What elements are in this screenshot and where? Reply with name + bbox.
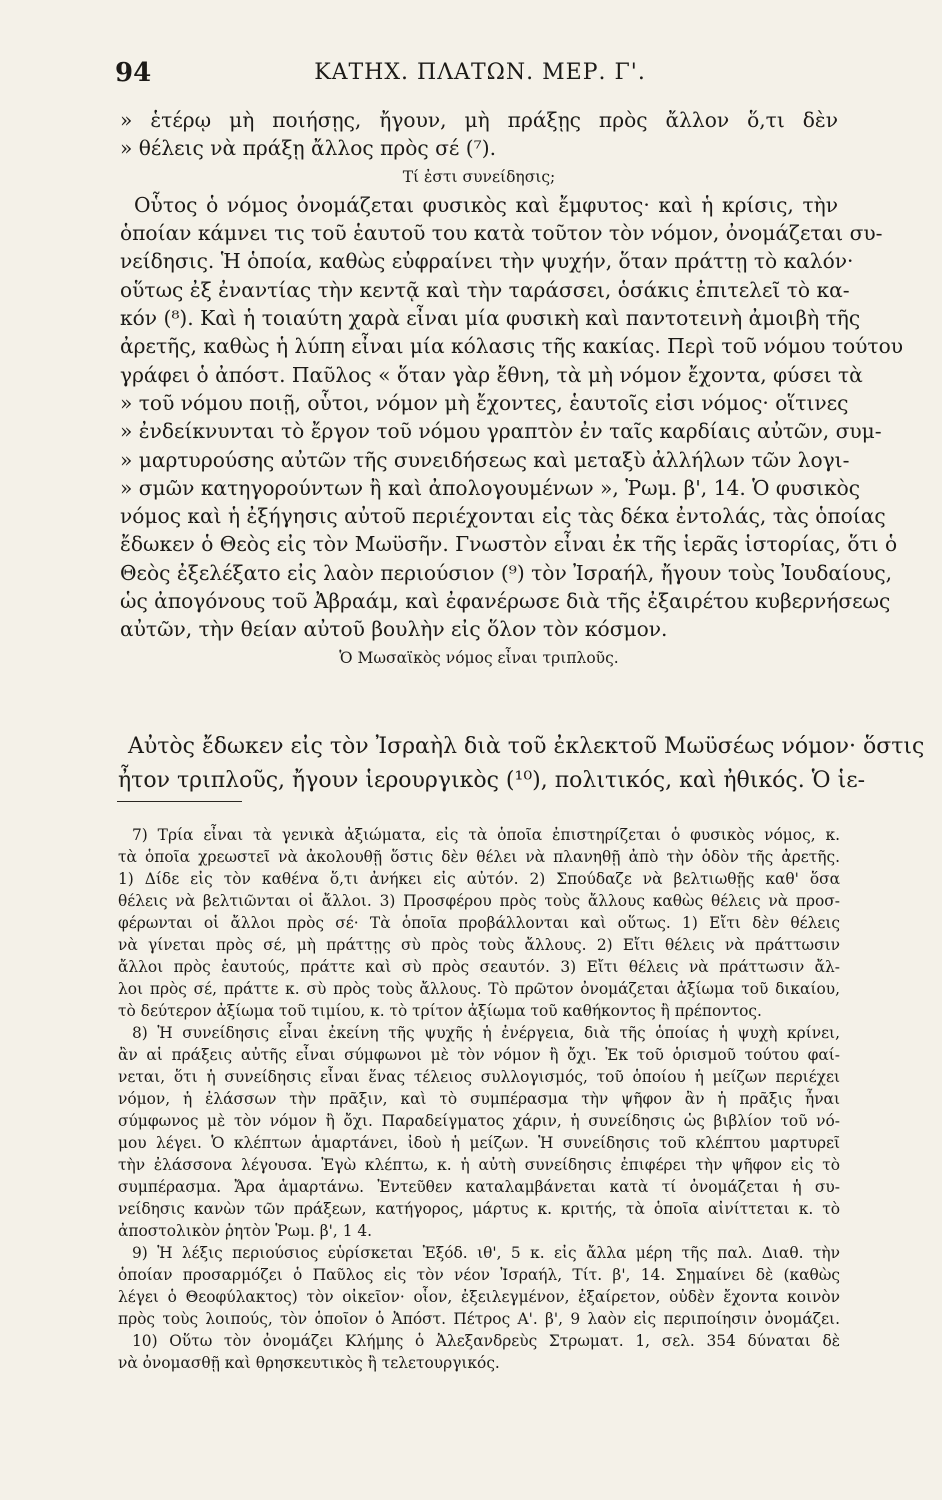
footnote-line: συμπέρασμα. Ἄρα ἁμαρτάνω. Ἐντεῦθεν καταλαμβάνεται κατὰ τί ὀνομάζεται ἡ συ- bbox=[118, 1178, 840, 1196]
text-line: » τοῦ νόμου ποιῇ, οὗτοι, νόμον μὴ ἔχοντες, ἑαυτοῖς εἰσι νόμος· οἵτινες bbox=[120, 390, 849, 415]
footnote-line: 8) Ἡ συνείδησις εἶναι ἐκείνη τῆς ψυχῆς ἡ ἐνέργεια, διὰ τῆς ὁποίας ἡ ψυχὴ κρίνει, bbox=[132, 1024, 840, 1042]
footnote-line: ἂν αἱ πράξεις αὐτῆς εἶναι σύμφωνοι μὲ τὸν νόμον ἢ ὄχι. Ἐκ τοῦ ὁρισμοῦ τούτου φαί- bbox=[118, 1046, 840, 1064]
footnote-line: 9) Ἡ λέξις περιούσιος εὑρίσκεται Ἐξόδ. ιθ', 5 κ. εἰς ἄλλα μέρη τῆς παλ. Διαθ. τὴν bbox=[132, 1244, 840, 1262]
footnote-line: 7) Τρία εἶναι τὰ γενικὰ ἀξιώματα, εἰς τὰ ὁποῖα ἐπιστηρίζεται ὁ φυσικὸς νόμος, κ. bbox=[132, 826, 840, 844]
footnote-line: τὰ ὁποῖα χρεωστεῖ νὰ ἀκολουθῇ ὅστις δὲν θέλει νὰ πλανηθῇ ἀπὸ τὴν ὁδὸν τῆς ἀρετῆς. bbox=[118, 848, 840, 866]
text-line: Αὐτὸς ἔδωκεν εἰς τὸν Ἰσραὴλ διὰ τοῦ ἐκλεκτοῦ Μωϋσέως νόμον· ὅστις bbox=[128, 734, 925, 759]
text-line: ἔδωκεν ὁ Θεὸς εἰς τὸν Μωϋσῆν. Γνωστὸν εἶναι ἐκ τῆς ἱερᾶς ἱστορίας, ὅτι ὁ bbox=[120, 532, 898, 557]
text-line: ἦτον τριπλοῦς, ἤγουν ἱερουργικὸς (¹⁰), πολιτικός, καὶ ἠθικός. Ὁ ἱε- bbox=[118, 768, 866, 793]
footnote-line: ἄλλοι πρὸς ἑαυτούς, πράττε καὶ σὺ πρὸς σεαυτόν. 3) Εἴτι θέλεις νὰ πράττωσιν ἄλ- bbox=[118, 958, 840, 976]
text-line: ὡς ἀπογόνους τοῦ Ἀβραάμ, καὶ ἐφανέρωσε διὰ τῆς ἐξαιρέτου κυβερνήσεως bbox=[120, 589, 891, 614]
text-line: νείδησις. Ἡ ὁποία, καθὼς εὐφραίνει τὴν ψυχήν, ὅταν πράττῃ τὸ καλόν· bbox=[120, 249, 854, 274]
footnote-line: 10) Οὕτω τὸν ὀνομάζει Κλήμης ὁ Ἀλεξανδρεὺς Στρωματ. 1, σελ. 354 δύναται δὲ bbox=[132, 1332, 840, 1350]
footnote-line: λοι πρὸς σέ, πράττε κ. σὺ πρὸς τοὺς ἄλλους. Τὸ πρῶτον ὀνομάζεται ἀξίωμα τοῦ δικαίου, bbox=[118, 980, 840, 998]
text-line: γράφει ὁ ἀπόστ. Παῦλος « ὅταν γὰρ ἔθνη, τὰ μὴ νόμον ἔχοντα, φύσει τὰ bbox=[120, 362, 863, 387]
footnote-line: φέρωνται οἱ ἄλλοι πρὸς σέ· Τὰ ὁποῖα προβάλλονται καὶ οὕτως. 1) Εἴτι δὲν θέλεις bbox=[118, 914, 840, 932]
footnote-line: νεται, ὅτι ἡ συνείδησις εἶναι ἕνας τέλειος συλλογισμός, τοῦ ὁποίου ἡ μείζων περιέχει bbox=[118, 1068, 840, 1086]
text-line: ἀρετῆς, καθὼς ἡ λύπη εἶναι μία κόλασις τῆς κακίας. Περὶ τοῦ νόμου τούτου bbox=[120, 334, 904, 359]
footnote-line: 1) Δίδε εἰς τὸν καθένα ὅ,τι ἀνήκει εἰς αὐτόν. 2) Σπούδαζε νὰ βελτιωθῇς καθ' ὅσα bbox=[118, 870, 840, 888]
main-text bbox=[120, 106, 904, 672]
text-line: Οὗτος ὁ νόμος ὀνομάζεται φυσικὸς καὶ ἔμφυτος· καὶ ἡ κρίσις, τὴν bbox=[134, 192, 838, 217]
footnotes bbox=[118, 824, 840, 1374]
footnote-line: τὴν ἐλάσσονα λέγουσα. Ἐγὼ κλέπτω, κ. ἡ αὐτὴ συνείδησις ἐπιφέρει τὴν ψῆφον εἰς τὸ bbox=[118, 1156, 840, 1174]
footnote-line: τὸ δεύτερον ἀξίωμα τοῦ τιμίου, κ. τὸ τρίτον ἀξίωμα τοῦ καθήκοντος ἢ πρέποντος. bbox=[118, 1002, 762, 1020]
page-number: 94 bbox=[115, 58, 152, 88]
text-line: ὁποίαν κάμνει τις τοῦ ἑαυτοῦ του κατὰ τοῦτον τὸν νόμον, ὀνομάζεται συ- bbox=[120, 221, 883, 246]
text-line: » ἑτέρῳ μὴ ποιήσῃς, ἤγουν, μὴ πράξῃς πρὸς ἄλλον ὅ,τι δὲν bbox=[120, 108, 838, 132]
text-line: νόμος καὶ ἡ ἐξήγησις αὐτοῦ περιέχονται εἰς τὰς δέκα ἐντολάς, τὰς ὁποίας bbox=[120, 504, 886, 529]
text-line: κόν (⁸). Καὶ ἡ τοιαύτη χαρὰ εἶναι μία φυσικὴ καὶ παντοτεινὴ ἀμοιβὴ τῆς bbox=[120, 306, 861, 331]
footnote-line: νείδησις κανὼν τῶν πράξεων, κατήγορος, μάρτυς κ. κριτής, τὰ ὁποῖα αἰνίττεται κ. τὸ bbox=[118, 1200, 840, 1218]
footnote-line: πρὸς τοὺς λοιπούς, τὸν ὁποῖον ὁ Ἀπόστ. Πέτρος Α'. β', 9 λαὸν εἰς περιποίησιν ὀνομάζει. bbox=[118, 1310, 840, 1328]
section-question: Τί ἐστι συνείδησις; bbox=[402, 167, 556, 186]
running-head: ΚΑΤΗΧ. ΠΛΑΤΩΝ. ΜΕΡ. Γ'. bbox=[314, 60, 646, 85]
large-text bbox=[118, 730, 925, 798]
footnote-line: ὁποίαν προσαρμόζει ὁ Παῦλος εἰς τὸν νέον Ἰσραήλ, Τίτ. β', 14. Σημαίνει δὲ (καθὼς bbox=[118, 1266, 840, 1284]
footnote-line: σύμφωνος μὲ τὸν νόμον ἢ ὄχι. Παραδείγματος χάριν, ἡ συνείδησις ὡς βιβλίον τοῦ νό- bbox=[118, 1112, 840, 1130]
text-line: οὕτως ἐξ ἐναντίας τὴν κεντᾷ καὶ τὴν ταράσσει, ὁσάκις ἐπιτελεῖ τὸ κα- bbox=[120, 277, 850, 302]
text-line: » ἐνδείκνυνται τὸ ἔργον τοῦ νόμου γραπτὸν ἐν ταῖς καρδίαις αὐτῶν, συμ- bbox=[120, 419, 882, 444]
text-line: » σμῶν κατηγορούντων ἢ καὶ ἀπολογουμένων », Ῥωμ. β', 14. Ὁ φυσικὸς bbox=[120, 475, 861, 500]
text-line: » θέλεις νὰ πράξῃ ἄλλος πρὸς σέ (⁷). bbox=[120, 136, 497, 161]
page-header bbox=[115, 58, 845, 94]
footnote-line: θέλεις νὰ βελτιῶνται οἱ ἄλλοι. 3) Προσφέρου πρὸς τοὺς ἄλλους καθὼς θέλεις νὰ προσ- bbox=[118, 892, 840, 910]
section-heading: Ὁ Μωσαϊκὸς νόμος εἶναι τριπλοῦς. bbox=[339, 648, 619, 667]
text-line: » μαρτυρούσης αὐτῶν τῆς συνειδήσεως καὶ μεταξὺ ἀλλήλων τῶν λογι- bbox=[120, 447, 850, 472]
footnote-line: νόμον, ἡ ἐλάσσων τὴν πρᾶξιν, καὶ τὸ συμπέρασμα τὴν ψῆφον ἂν ἡ πρᾶξις ἦναι bbox=[118, 1090, 840, 1108]
text-line: Θεὸς ἐξελέξατο εἰς λαὸν περιούσιον (⁹) τὸν Ἰσραήλ, ἤγουν τοὺς Ἰουδαίους, bbox=[120, 560, 893, 585]
footnote-line: λέγει ὁ Θεοφύλακτος) τὸν οἰκεῖον· οἷον, ἐξειλεγμένον, ἐξαίρετον, οὐδὲν ἔχοντα κοινὸν bbox=[118, 1288, 840, 1306]
text-line: αὐτῶν, τὴν θείαν αὐτοῦ βουλὴν εἰς ὅλον τὸν κόσμον. bbox=[120, 617, 668, 642]
footnote-line: νὰ ὀνομασθῇ καὶ θρησκευτικὸς ἢ τελετουργικός. bbox=[118, 1354, 500, 1372]
footnote-line: μου λέγει. Ὁ κλέπτων ἁμαρτάνει, ἰδοὺ ἡ μείζων. Ἡ συνείδησις τοῦ κλέπτου μαρτυρεῖ bbox=[118, 1134, 840, 1152]
footnote-line: ἀποστολικὸν ῥητὸν Ῥωμ. β', 1 4. bbox=[118, 1222, 373, 1240]
footnote-rule bbox=[117, 801, 242, 802]
footnote-line: νὰ γίνεται πρὸς σέ, μὴ πράττῃς σὺ πρὸς τοὺς ἄλλους. 2) Εἴτι θέλεις νὰ πράττωσιν bbox=[118, 936, 840, 954]
